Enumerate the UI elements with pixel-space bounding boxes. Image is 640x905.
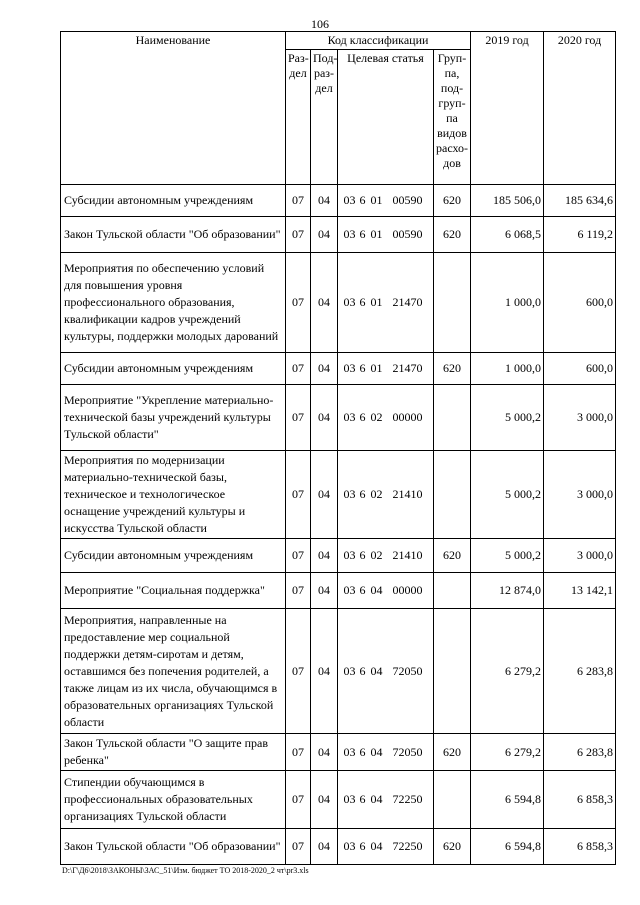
target-article-part: 03 bbox=[343, 583, 356, 597]
table-row bbox=[61, 385, 616, 451]
target-article-part: 21410 bbox=[392, 548, 423, 562]
target-article-part: 6 bbox=[359, 839, 366, 853]
target-article-part: 6 bbox=[359, 295, 366, 309]
budget-table bbox=[60, 31, 616, 865]
row-2020: 6 858,3 bbox=[544, 771, 616, 829]
table-row bbox=[61, 609, 616, 734]
target-article-part: 00000 bbox=[392, 410, 423, 424]
row-2019: 1 000,0 bbox=[471, 253, 544, 353]
row-group: 620 bbox=[434, 185, 471, 217]
col-header-group: Груп-па, под-груп-па видов расхо-дов bbox=[434, 50, 471, 185]
target-article-part: 6 bbox=[359, 792, 366, 806]
file-path-footer: D:\Г\Д6\2018\ЗАКОНЫ\ЗАС_51\Изм. бюджет ТО 2018-2020_2 чт\pr3.xls bbox=[62, 866, 309, 875]
row-2020: 3 000,0 bbox=[544, 451, 616, 539]
row-podrazdel: 04 bbox=[311, 353, 338, 385]
page-number: 106 bbox=[311, 17, 329, 31]
target-article-part: 72250 bbox=[392, 792, 423, 806]
target-article-part: 01 bbox=[370, 193, 383, 207]
row-razdel: 07 bbox=[286, 539, 311, 573]
row-target-article bbox=[338, 539, 434, 573]
row-group: 620 bbox=[434, 217, 471, 253]
target-article-part: 03 bbox=[343, 744, 356, 759]
row-group bbox=[434, 253, 471, 353]
row-2019: 6 594,8 bbox=[471, 829, 544, 865]
row-razdel: 07 bbox=[286, 217, 311, 253]
row-razdel: 07 bbox=[286, 253, 311, 353]
col-header-2019: 2019 год bbox=[471, 32, 544, 185]
row-2020: 6 283,8 bbox=[544, 609, 616, 734]
row-2019: 5 000,2 bbox=[471, 451, 544, 539]
col-header-target: Целевая статья bbox=[338, 50, 434, 185]
row-target-article bbox=[338, 253, 434, 353]
row-2019: 6 279,2 bbox=[471, 734, 544, 771]
target-article-part: 6 bbox=[359, 361, 366, 375]
row-razdel: 07 bbox=[286, 451, 311, 539]
row-2019: 6 068,5 bbox=[471, 217, 544, 253]
col-header-code: Код классификации bbox=[286, 32, 471, 50]
target-article-part: 02 bbox=[370, 487, 383, 501]
row-name: Субсидии автономным учреждениям bbox=[61, 539, 286, 573]
target-article-part: 6 bbox=[359, 583, 366, 597]
target-article-part: 03 bbox=[343, 361, 356, 375]
row-target-article bbox=[338, 734, 434, 771]
target-article-part: 6 bbox=[359, 744, 366, 759]
target-article-part: 03 bbox=[343, 663, 356, 678]
target-article-part: 6 bbox=[359, 487, 366, 501]
row-group bbox=[434, 609, 471, 734]
row-2019: 6 279,2 bbox=[471, 609, 544, 734]
row-razdel: 07 bbox=[286, 573, 311, 609]
row-2020: 3 000,0 bbox=[544, 385, 616, 451]
target-article-part: 01 bbox=[370, 361, 383, 375]
target-article-part: 03 bbox=[343, 193, 356, 207]
row-razdel: 07 bbox=[286, 609, 311, 734]
target-article-part: 01 bbox=[370, 227, 383, 241]
row-group: 620 bbox=[434, 734, 471, 771]
row-2020: 6 119,2 bbox=[544, 217, 616, 253]
row-name: Мероприятия по обеспечению условий для повышения уровня профессионального образования, квалификации кадров учреждений культуры, поддержки молодых дарований bbox=[61, 253, 286, 353]
row-2020: 3 000,0 bbox=[544, 539, 616, 573]
row-group: 620 bbox=[434, 353, 471, 385]
table-row bbox=[61, 185, 616, 217]
row-target-article bbox=[338, 771, 434, 829]
row-2019: 12 874,0 bbox=[471, 573, 544, 609]
row-name: Стипендии обучающимся в профессиональных образовательных организациях Тульской области bbox=[61, 771, 286, 829]
col-header-name: Наименование bbox=[61, 32, 286, 185]
row-podrazdel: 04 bbox=[311, 451, 338, 539]
target-article-part: 21410 bbox=[392, 487, 423, 501]
row-podrazdel: 04 bbox=[311, 771, 338, 829]
table-row bbox=[61, 539, 616, 573]
target-article-part: 6 bbox=[359, 193, 366, 207]
row-name: Мероприятие "Укрепление материально-технической базы учреждений культуры Тульской области" bbox=[61, 385, 286, 451]
row-name: Мероприятия, направленные на предоставление мер социальной поддержки детям-сиротам и детям, оставшимся без попечения родителей, а также лицам из их числа, обучающимся в образовательных организациях Тульской области bbox=[61, 609, 286, 734]
row-podrazdel: 04 bbox=[311, 734, 338, 771]
row-razdel: 07 bbox=[286, 829, 311, 865]
table-row bbox=[61, 829, 616, 865]
table-row bbox=[61, 451, 616, 539]
table-row bbox=[61, 253, 616, 353]
col-header-razdel: Раз-дел bbox=[286, 50, 311, 185]
row-target-article bbox=[338, 353, 434, 385]
table-row bbox=[61, 353, 616, 385]
target-article-part: 00590 bbox=[392, 193, 423, 207]
target-article-part: 03 bbox=[343, 548, 356, 562]
target-article-part: 03 bbox=[343, 487, 356, 501]
target-article-part: 03 bbox=[343, 410, 356, 424]
target-article-part: 04 bbox=[370, 839, 383, 853]
row-target-article bbox=[338, 609, 434, 734]
row-name: Мероприятия по модернизации материально-технической базы, техническое и технологическое оснащение учреждений культуры и искусства Тульской области bbox=[61, 451, 286, 539]
col-header-podrazdel: Под-раз-дел bbox=[311, 50, 338, 185]
target-article-part: 72050 bbox=[392, 663, 423, 678]
target-article-part: 03 bbox=[343, 839, 356, 853]
row-group bbox=[434, 451, 471, 539]
target-article-part: 6 bbox=[359, 663, 366, 678]
row-podrazdel: 04 bbox=[311, 609, 338, 734]
target-article-part: 03 bbox=[343, 295, 356, 309]
row-2020: 6 283,8 bbox=[544, 734, 616, 771]
row-2020: 6 858,3 bbox=[544, 829, 616, 865]
table-row bbox=[61, 217, 616, 253]
row-podrazdel: 04 bbox=[311, 253, 338, 353]
row-podrazdel: 04 bbox=[311, 185, 338, 217]
row-name: Закон Тульской области "О защите прав ребенка" bbox=[61, 734, 286, 771]
row-podrazdel: 04 bbox=[311, 217, 338, 253]
target-article-part: 04 bbox=[370, 663, 383, 678]
row-group bbox=[434, 573, 471, 609]
target-article-part: 6 bbox=[359, 410, 366, 424]
row-group bbox=[434, 385, 471, 451]
row-name: Мероприятие "Социальная поддержка" bbox=[61, 573, 286, 609]
row-podrazdel: 04 bbox=[311, 573, 338, 609]
row-razdel: 07 bbox=[286, 734, 311, 771]
target-article-part: 04 bbox=[370, 744, 383, 759]
row-2020: 600,0 bbox=[544, 353, 616, 385]
row-2020: 600,0 bbox=[544, 253, 616, 353]
table-row bbox=[61, 573, 616, 609]
row-target-article bbox=[338, 185, 434, 217]
col-header-2020: 2020 год bbox=[544, 32, 616, 185]
target-article-part: 72050 bbox=[392, 744, 423, 759]
row-podrazdel: 04 bbox=[311, 385, 338, 451]
target-article-part: 6 bbox=[359, 548, 366, 562]
target-article-part: 21470 bbox=[392, 295, 423, 309]
target-article-part: 00000 bbox=[392, 583, 423, 597]
row-podrazdel: 04 bbox=[311, 829, 338, 865]
row-name: Закон Тульской области "Об образовании" bbox=[61, 217, 286, 253]
row-target-article bbox=[338, 829, 434, 865]
target-article-part: 02 bbox=[370, 548, 383, 562]
row-2020: 13 142,1 bbox=[544, 573, 616, 609]
target-article-part: 6 bbox=[359, 227, 366, 241]
row-2020: 185 634,6 bbox=[544, 185, 616, 217]
row-razdel: 07 bbox=[286, 353, 311, 385]
target-article-part: 72250 bbox=[392, 839, 423, 853]
target-article-part: 00590 bbox=[392, 227, 423, 241]
row-group: 620 bbox=[434, 829, 471, 865]
row-2019: 185 506,0 bbox=[471, 185, 544, 217]
target-article-part: 02 bbox=[370, 410, 383, 424]
row-2019: 6 594,8 bbox=[471, 771, 544, 829]
row-name: Субсидии автономным учреждениям bbox=[61, 185, 286, 217]
table-row bbox=[61, 771, 616, 829]
target-article-part: 04 bbox=[370, 792, 383, 806]
row-target-article bbox=[338, 451, 434, 539]
row-name: Субсидии автономным учреждениям bbox=[61, 353, 286, 385]
row-podrazdel: 04 bbox=[311, 539, 338, 573]
row-razdel: 07 bbox=[286, 385, 311, 451]
target-article-part: 01 bbox=[370, 295, 383, 309]
row-target-article bbox=[338, 217, 434, 253]
row-target-article bbox=[338, 573, 434, 609]
target-article-part: 04 bbox=[370, 583, 383, 597]
row-2019: 5 000,2 bbox=[471, 539, 544, 573]
target-article-part: 03 bbox=[343, 792, 356, 806]
target-article-part: 03 bbox=[343, 227, 356, 241]
row-name: Закон Тульской области "Об образовании" bbox=[61, 829, 286, 865]
row-group: 620 bbox=[434, 539, 471, 573]
row-razdel: 07 bbox=[286, 771, 311, 829]
row-2019: 1 000,0 bbox=[471, 353, 544, 385]
row-target-article bbox=[338, 385, 434, 451]
table-row bbox=[61, 734, 616, 771]
row-razdel: 07 bbox=[286, 185, 311, 217]
row-2019: 5 000,2 bbox=[471, 385, 544, 451]
target-article-part: 21470 bbox=[392, 361, 423, 375]
row-group bbox=[434, 771, 471, 829]
